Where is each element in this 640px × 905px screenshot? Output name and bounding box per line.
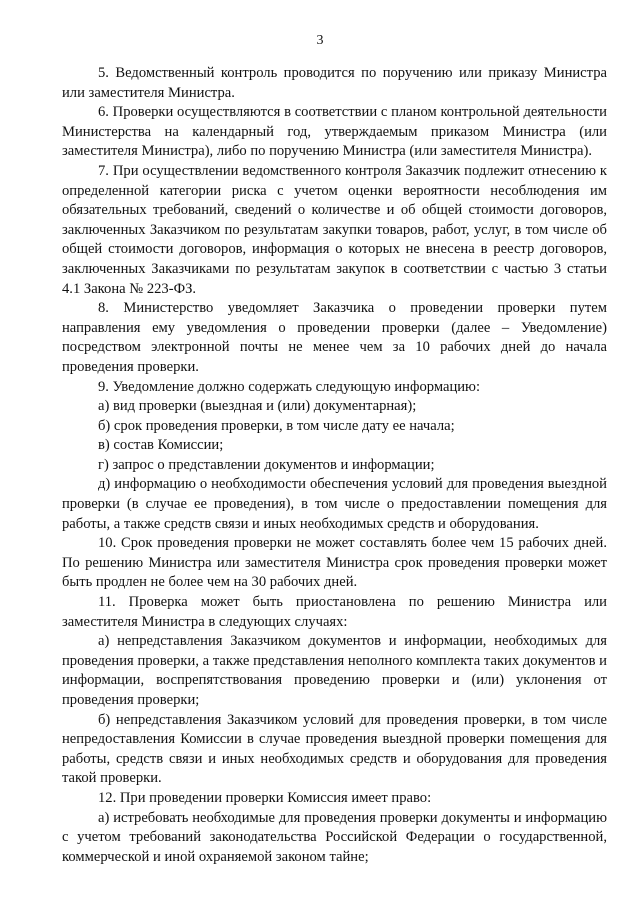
paragraph: 10. Срок проведения проверки не может составлять более чем 15 рабочих дней. По решению Министра или заместителя Министра срок проведения проверки может быть продлен не более чем на 30 рабочих дней. xyxy=(62,535,607,591)
list-item: а) истребовать необходимые для проведения проверки документы и информацию с учетом требований законодательства Российской Федерации о государственной, коммерческой и иной охраняемой законом тайне; xyxy=(62,809,607,865)
paragraph: 6. Проверки осуществляются в соответствии с планом контрольной деятельности Министерства на календарный год, утверждаемым приказом Министра (или заместителя Министра), либо по поручению Министра (или заместителя Министра). xyxy=(62,104,607,160)
list-item: а) непредставления Заказчиком документов и информации, необходимых для проведения проверки, а также представления неполного комплекта таких документов и информации, воспрепятствования проведению проверки и (или) уклонения от проведения проверки; xyxy=(62,633,607,708)
list-item: б) непредставления Заказчиком условий для проведения проверки, в том числе непредоставления Комиссии в случае проведения выездной проверки помещения для работы, средств связи и иных необходимых средств и оборудования для проведения такой проверки. xyxy=(62,711,607,787)
list-item: б) срок проведения проверки, в том числе дату ее начала; xyxy=(98,417,455,434)
paragraph: 11. Проверка может быть приостановлена по решению Министра или заместителя Министра в следующих случаях: xyxy=(62,594,607,630)
list-item: в) состав Комиссии; xyxy=(98,437,224,454)
document-body xyxy=(62,64,607,867)
paragraph: 7. При осуществлении ведомственного контроля Заказчик подлежит отнесению к определенной категории риска с учетом оценки вероятности несоблюдения им обязательных требований, сведений о количестве и об общей стоимости договоров, заключенных Заказчиком по результатам закупки товаров, работ, услуг, в том числе об общей стоимости договоров, информация о которых не внесена в реестр договоров, заключенных Заказчиками по результатам закупок в соответствии с частью 3 статьи 4.1 Закона № 223-ФЗ. xyxy=(62,162,607,297)
list-item: г) запрос о представлении документов и информации; xyxy=(98,456,435,473)
paragraph: 12. При проведении проверки Комиссия имеет право: xyxy=(98,789,432,806)
paragraph: 8. Министерство уведомляет Заказчика о проведении проверки путем направления ему уведомления о проведении проверки (далее – Уведомление) посредством электронной почты не менее чем за 10 рабочих дней до начала проведения проверки. xyxy=(62,300,607,375)
list-item: д) информацию о необходимости обеспечения условий для проведения выездной проверки (в случае ее проведения), в том числе о предоставлении помещения для работы, а также средств связи и иных необходимых средств и оборудования. xyxy=(62,476,607,532)
paragraph: 9. Уведомление должно содержать следующую информацию: xyxy=(98,378,481,395)
page-number: 3 xyxy=(316,33,324,48)
paragraph: 5. Ведомственный контроль проводится по поручению или приказу Министра или заместителя Министра. xyxy=(62,65,607,101)
list-item: а) вид проверки (выездная и (или) документарная); xyxy=(98,398,417,415)
